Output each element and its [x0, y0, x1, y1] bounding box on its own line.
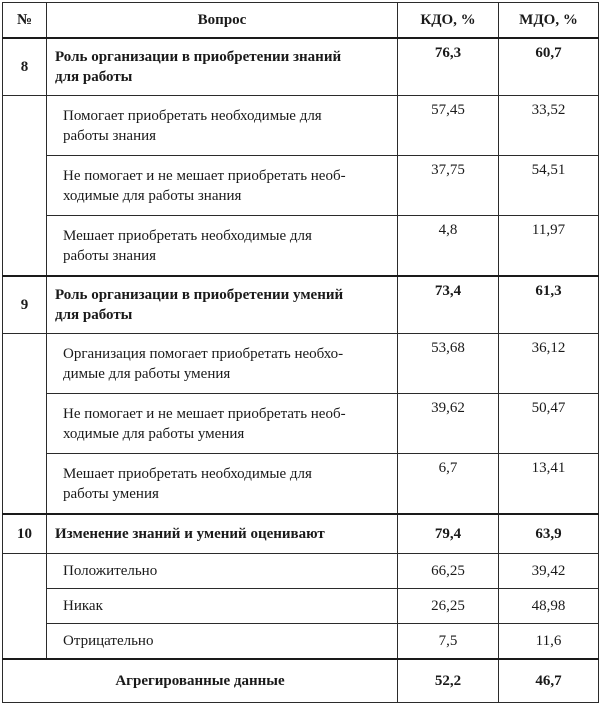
row-mdo: 11,97: [499, 216, 599, 277]
table-row: [3, 96, 599, 156]
group-row-8: [3, 38, 599, 96]
row-question-line2: работы знания: [63, 247, 157, 264]
row-kdo: 39,62: [398, 394, 499, 454]
row-kdo: 53,68: [398, 334, 499, 394]
row-question-line2: ходимые для работы умения: [63, 425, 245, 442]
row-question-line2: димые для работы умения: [63, 365, 231, 382]
group-mdo: 60,7: [499, 38, 599, 96]
aggregate-label: Агрегированные данные: [3, 659, 398, 703]
table-row: [3, 334, 599, 394]
row-mdo: 13,41: [499, 454, 599, 515]
row-question: [47, 394, 398, 454]
aggregate-kdo: 52,2: [398, 659, 499, 703]
group-kdo: 76,3: [398, 38, 499, 96]
row-kdo: 26,25: [398, 589, 499, 624]
row-kdo: 7,5: [398, 624, 499, 660]
row-question: [47, 96, 398, 156]
group-kdo: 73,4: [398, 276, 499, 334]
group-row-9: [3, 276, 599, 334]
group-num: 10: [3, 514, 47, 554]
table-row: [3, 216, 599, 277]
group-mdo: 61,3: [499, 276, 599, 334]
row-mdo: 11,6: [499, 624, 599, 660]
row-question-line2: работы знания: [63, 127, 157, 144]
table-row: [3, 156, 599, 216]
header-num: №: [3, 3, 47, 39]
row-question-line1: Организация помогает приобретать необхо-: [63, 345, 344, 362]
group-title-line1: Роль организации в приобретении умений: [55, 287, 344, 303]
group-title-line1: Роль организации в приобретении знаний: [55, 49, 342, 65]
row-question: Отрицательно: [47, 624, 398, 660]
row-question-line1: Мешает приобретать необходимые для: [63, 227, 312, 244]
group-kdo: 79,4: [398, 514, 499, 554]
row-mdo: 39,42: [499, 554, 599, 589]
table-row: [3, 394, 599, 454]
row-question: Положительно: [47, 554, 398, 589]
group-title: [47, 38, 398, 96]
table-row: [3, 589, 599, 624]
row-kdo: 4,8: [398, 216, 499, 277]
row-mdo: 36,12: [499, 334, 599, 394]
row-question-line2: ходимые для работы знания: [63, 187, 242, 204]
row-kdo: 66,25: [398, 554, 499, 589]
row-question: [47, 334, 398, 394]
header-question: Вопрос: [47, 3, 398, 39]
row-question: Никак: [47, 589, 398, 624]
table-row: [3, 624, 599, 660]
row-question-line1: Не помогает и не мешает приобретать необ-: [63, 167, 346, 184]
survey-table: [2, 2, 599, 703]
group-title-line2: для работы: [55, 69, 133, 85]
row-question: [47, 156, 398, 216]
row-question-line1: Мешает приобретать необходимые для: [63, 465, 312, 482]
header-kdo: КДО, %: [398, 3, 499, 39]
row-mdo: 54,51: [499, 156, 599, 216]
row-mdo: 48,98: [499, 589, 599, 624]
group-title: [47, 276, 398, 334]
empty-num-cell: [3, 96, 47, 277]
table-row: [3, 454, 599, 515]
group-num: 8: [3, 38, 47, 96]
row-question-line1: Не помогает и не мешает приобретать необ-: [63, 405, 346, 422]
row-mdo: 50,47: [499, 394, 599, 454]
row-kdo: 37,75: [398, 156, 499, 216]
group-row-10: [3, 514, 599, 554]
row-question-line1: Помогает приобретать необходимые для: [63, 107, 322, 124]
row-mdo: 33,52: [499, 96, 599, 156]
empty-num-cell: [3, 334, 47, 515]
empty-num-cell: [3, 554, 47, 660]
aggregate-row: [3, 659, 599, 703]
group-title-line2: для работы: [55, 307, 133, 323]
row-question-line2: работы умения: [63, 485, 159, 502]
group-title: Изменение знаний и умений оценивают: [47, 514, 398, 554]
header-row: [3, 3, 599, 39]
header-mdo: МДО, %: [499, 3, 599, 39]
row-kdo: 57,45: [398, 96, 499, 156]
aggregate-mdo: 46,7: [499, 659, 599, 703]
row-question: [47, 454, 398, 515]
table-row: [3, 554, 599, 589]
group-num: 9: [3, 276, 47, 334]
group-mdo: 63,9: [499, 514, 599, 554]
row-question: [47, 216, 398, 277]
row-kdo: 6,7: [398, 454, 499, 515]
